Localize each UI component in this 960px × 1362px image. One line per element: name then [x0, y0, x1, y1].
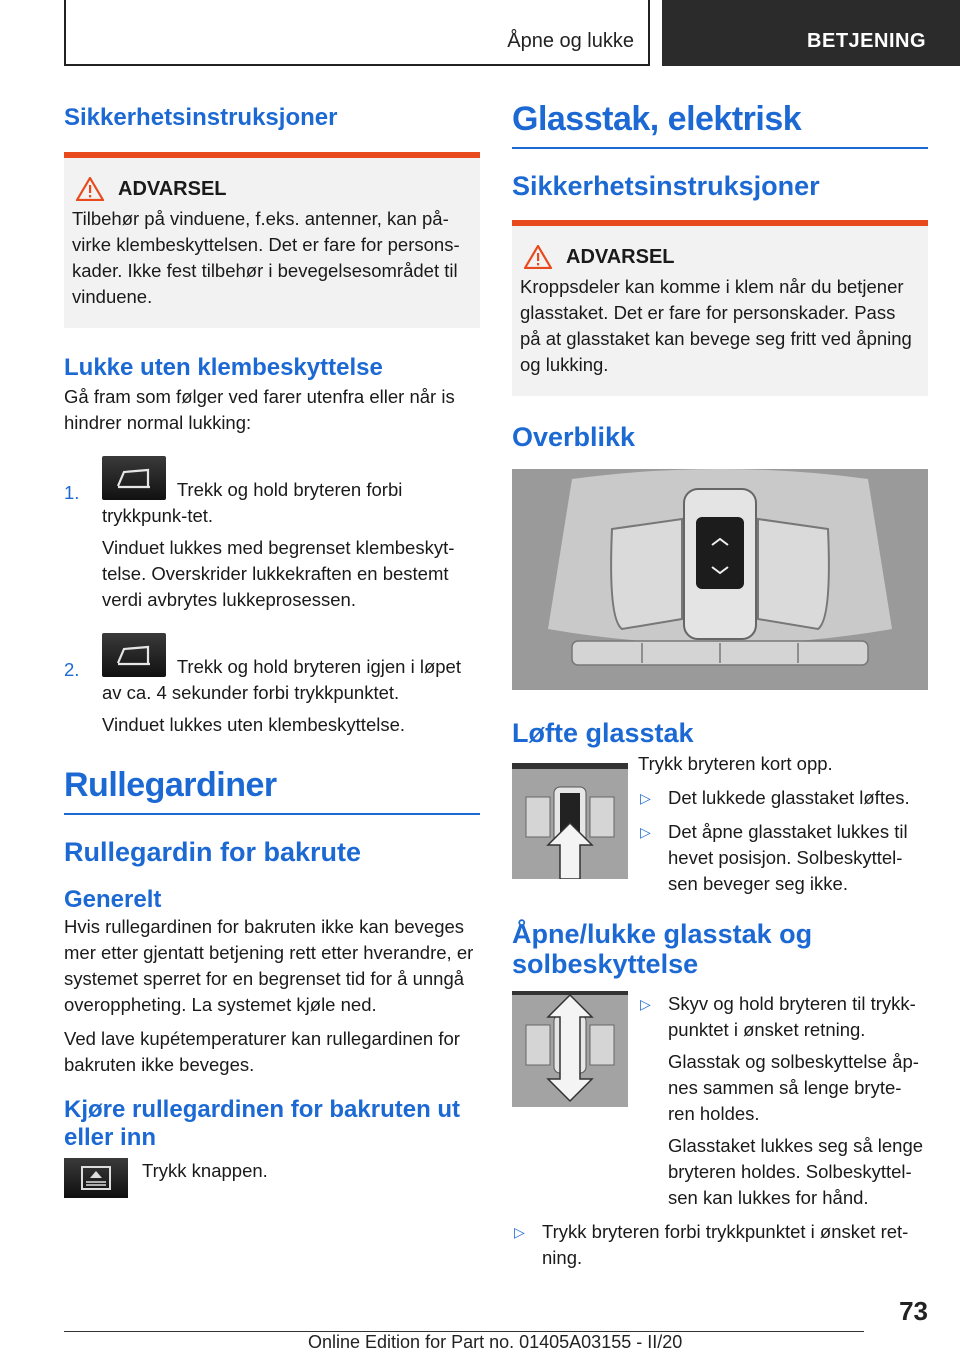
drive-blind-heading: Kjøre rullegardinen for bakruten ut eller inn [64, 1096, 461, 1151]
glass-roof-heading: Glasstak, elektrisk [512, 100, 802, 138]
general-heading: Generelt [64, 886, 162, 913]
general-paragraph-2: Ved lave kupétemperaturer kan rullegardinen for bakruten ikke beveges. [64, 1028, 460, 1075]
step-2-note: Vinduet lukkes uten klembeskyttelse. [102, 714, 406, 735]
header-section-tab [64, 0, 650, 66]
rear-blind-heading: Rullegardin for bakrute [64, 837, 362, 867]
blinds-rule [64, 813, 480, 815]
lift-bullet-1-text: Det lukkede glasstaket løftes. [668, 787, 910, 808]
lift-bullet-2-text: Det åpne glasstaket lukkes til hevet posisjon. Solbeskyttel-sen beveger seg ikke. [668, 821, 908, 894]
safety-heading-right: Sikkerhetsinstruksjoner [512, 171, 820, 201]
lift-roof-text [638, 751, 928, 897]
lift-switch-photo [512, 763, 628, 879]
warning-label-right: ADVARSEL [566, 246, 675, 268]
bullet-triangle-icon: ▷ [640, 996, 651, 1012]
window-switch-icon [102, 633, 166, 677]
blinds-heading: Rullegardiner [64, 766, 277, 804]
lift-roof-heading: Løfte glasstak [512, 718, 694, 748]
step-2-text: Trekk og hold bryteren igjen i løpet av ca. 4 sekunder forbi trykkpunktet. [102, 656, 461, 703]
warning-box-right [512, 226, 928, 396]
window-switch-icon [102, 456, 166, 500]
step-1-note: Vinduet lukkes med begrenset klembeskyt-telse. Overskrider lukkekraften en bestemt verdi avbrytes lukkeprosessen. [102, 537, 455, 610]
open-close-section [512, 991, 928, 1211]
open-bullet-1-note-2: Glasstaket lukkes seg så lenge bryteren holdes. Solbeskyttel-sen kan lukkes for hånd. [668, 1135, 924, 1208]
safety-heading-left: Sikkerhetsinstruksjoner [64, 104, 338, 131]
overview-heading: Overblikk [512, 422, 636, 452]
step-2 [64, 633, 480, 738]
right-column [512, 100, 928, 1271]
open-bullet-1-text: Skyv og hold bryteren til trykk-punktet i ønsket retning. [668, 993, 916, 1040]
bullet-triangle-icon: ▷ [640, 824, 651, 840]
drive-blind-text: Trykk knappen. [142, 1160, 268, 1181]
general-paragraph-1: Hvis rullegardinen for bakruten ikke kan beveges mer etter gjentatt betjening rett etter hverandre, er systemet sperret for en begrenset tid for å unngå overoppheting. La systemet kjøle ned. [64, 916, 474, 1015]
header-chapter-tab [662, 0, 960, 66]
bullet-triangle-icon: ▷ [514, 1224, 525, 1240]
rear-blind-button-icon [64, 1158, 128, 1198]
warning-label-left: ADVARSEL [118, 178, 227, 200]
warning-triangle-icon [524, 245, 552, 269]
page-number: 73 [899, 1296, 928, 1326]
step-1-number: 1. [64, 482, 80, 503]
bullet-triangle-icon: ▷ [640, 790, 651, 806]
open-bullet-1 [638, 991, 928, 1211]
header-chapter-label: BETJENING [807, 30, 926, 52]
lift-roof-section [512, 753, 928, 897]
open-bullet-1-note-1: Glasstak og solbeskyttelse åp-nes sammen så lenge bryte-ren holdes. [668, 1051, 919, 1124]
roof-console-photo [512, 469, 928, 690]
lift-bullet-2 [638, 819, 928, 897]
slide-switch-photo [512, 991, 628, 1107]
warning-header-left [72, 176, 472, 202]
drive-blind-row [64, 1158, 480, 1198]
warning-box-left [64, 158, 480, 328]
warning-text-left: Tilbehør på vinduene, f.eks. antenner, kan på-virke klembeskyttelsen. Det er fare for persons-kader. Ikke fest tilbehør i bevegelsesområdet til vinduene. [72, 208, 460, 307]
header-section-label: Åpne og lukke [507, 30, 634, 52]
step-1 [64, 456, 480, 613]
edition-text: Online Edition for Part no. 01405A03155 - II/20 [308, 1332, 683, 1352]
open-close-heading: Åpne/lukke glasstak og solbeskyttelse [512, 919, 813, 979]
lift-intro: Trykk bryteren kort opp. [638, 753, 833, 774]
open-bullet-2-text: Trykk bryteren forbi trykkpunktet i ønsket ret-ning. [542, 1221, 909, 1268]
close-intro-text: Gå fram som følger ved farer utenfra eller når is hindrer normal lukking: [64, 386, 455, 433]
open-close-text [638, 991, 928, 1211]
step-2-number: 2. [64, 659, 80, 680]
glass-roof-rule [512, 147, 928, 149]
warning-header-right [520, 244, 920, 270]
open-bullet-2 [512, 1219, 928, 1271]
left-column [64, 100, 480, 1198]
lift-bullet-1 [638, 785, 928, 811]
warning-triangle-icon [76, 177, 104, 201]
warning-text-right: Kroppsdeler kan komme i klem når du betjener glasstaket. Det er fare for personskader. Pass på at glasstaket kan bevege seg fritt ved åpning og lukking. [520, 276, 912, 375]
close-without-protection-heading: Lukke uten klembeskyttelse [64, 354, 383, 381]
step-1-text: Trekk og hold bryteren forbi trykkpunk-tet. [102, 479, 403, 526]
